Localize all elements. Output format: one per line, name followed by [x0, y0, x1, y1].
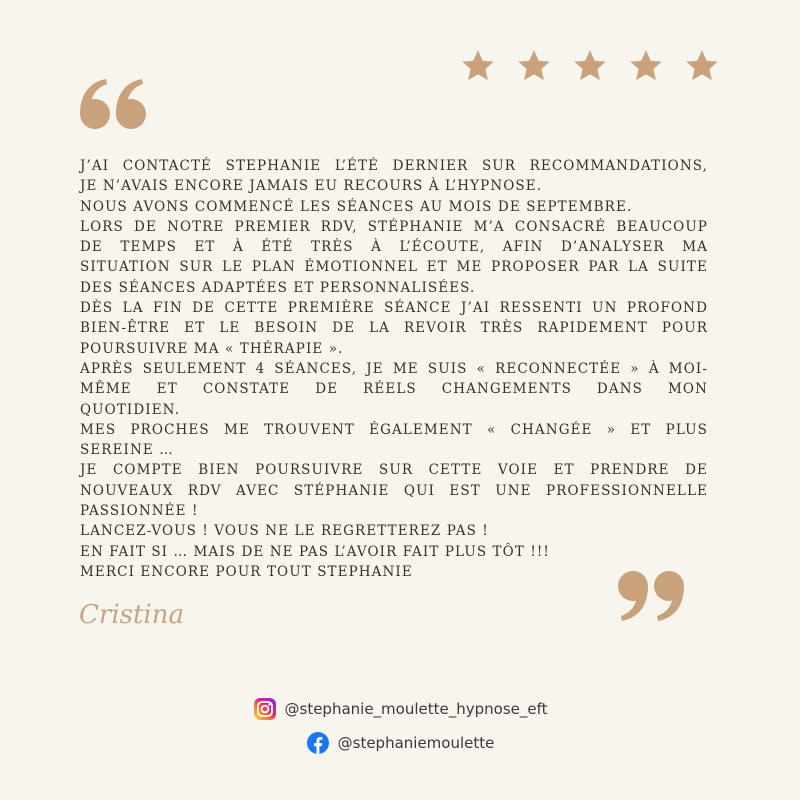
- testimonial-line: NOUVEAUX RDV AVEC STÉPHANIE QUI EST UNE PROFESSIONNELLE: [80, 482, 708, 499]
- testimonial-line: POURSUIVRE MA « THÉRAPIE ».: [80, 340, 344, 357]
- testimonial-line: APRÈS SEULEMENT 4 SÉANCES, JE ME SUIS « RECONNECTÉE » À MOI-: [80, 360, 708, 377]
- instagram-link[interactable]: [0, 697, 800, 721]
- facebook-link[interactable]: [0, 731, 800, 755]
- testimonial-line: BIEN-ÊTRE ET LE BESOIN DE LA REVOIR TRÈS RAPIDEMENT POUR: [80, 320, 708, 337]
- star-icon: [571, 48, 609, 84]
- testimonial-line: DE TEMPS ET À ÉTÉ TRÈS À L’ÉCOUTE, AFIN D’ANALYSER MA: [80, 239, 708, 256]
- instagram-handle: @stephanie_moulette_hypnose_eft: [284, 700, 548, 718]
- testimonial-line: JE N’AVAIS ENCORE JAMAIS EU RECOURS À L’HYPNOSE.: [80, 178, 543, 195]
- testimonial-line: DÈS LA FIN DE CETTE PREMIÈRE SÉANCE J’AI RESSENTI UN PROFOND: [80, 300, 708, 317]
- testimonial-line: LANCEZ-VOUS ! VOUS NE LE REGRETTEREZ PAS !: [80, 523, 489, 540]
- testimonial-line: DES SÉANCES ADAPTÉES ET PERSONNALISÉES.: [80, 279, 476, 296]
- testimonial-line: MERCI ENCORE POUR TOUT STEPHANIE: [80, 563, 413, 580]
- testimonial-line: LORS DE NOTRE PREMIER RDV, STÉPHANIE M’A CONSACRÉ BEAUCOUP: [80, 218, 708, 235]
- testimonial-line: JE COMPTE BIEN POURSUIVRE SUR CETTE VOIE ET PRENDRE DE: [80, 462, 708, 479]
- testimonial-line: SITUATION SUR LE PLAN ÉMOTIONNEL ET ME PROPOSER PAR LA SUITE: [80, 259, 708, 276]
- testimonial-line: EN FAIT SI … MAIS DE NE PAS L’AVOIR FAIT PLUS TÔT !!!: [80, 543, 550, 560]
- star-icon: [683, 48, 721, 84]
- testimonial-line: MES PROCHES ME TROUVENT ÉGALEMENT « CHANGÉE » ET PLUS: [80, 421, 708, 438]
- star-rating: [459, 48, 721, 84]
- testimonial-text: [80, 156, 708, 582]
- star-icon: [515, 48, 553, 84]
- testimonial-line: SEREINE …: [80, 442, 174, 459]
- testimonial-line: QUOTIDIEN.: [80, 401, 181, 418]
- star-icon: [459, 48, 497, 84]
- facebook-handle: @stephaniemoulette: [337, 734, 495, 752]
- signature: Cristina: [79, 600, 184, 630]
- testimonial-line: PASSIONNÉE !: [80, 503, 199, 520]
- star-icon: [627, 48, 665, 84]
- testimonial-line: J’AI CONTACTÉ STEPHANIE L’ÉTÉ DERNIER SUR RECOMMANDATIONS,: [80, 158, 708, 174]
- testimonial-line: NOUS AVONS COMMENCÉ LES SÉANCES AU MOIS DE SEPTEMBRE.: [80, 198, 633, 215]
- open-quote-icon: [78, 78, 150, 132]
- instagram-icon: [253, 697, 277, 721]
- testimonial-line: MÊME ET CONSTATE DE RÉELS CHANGEMENTS DANS MON: [80, 381, 708, 398]
- facebook-icon: [306, 731, 330, 755]
- close-quote-icon: [614, 568, 686, 622]
